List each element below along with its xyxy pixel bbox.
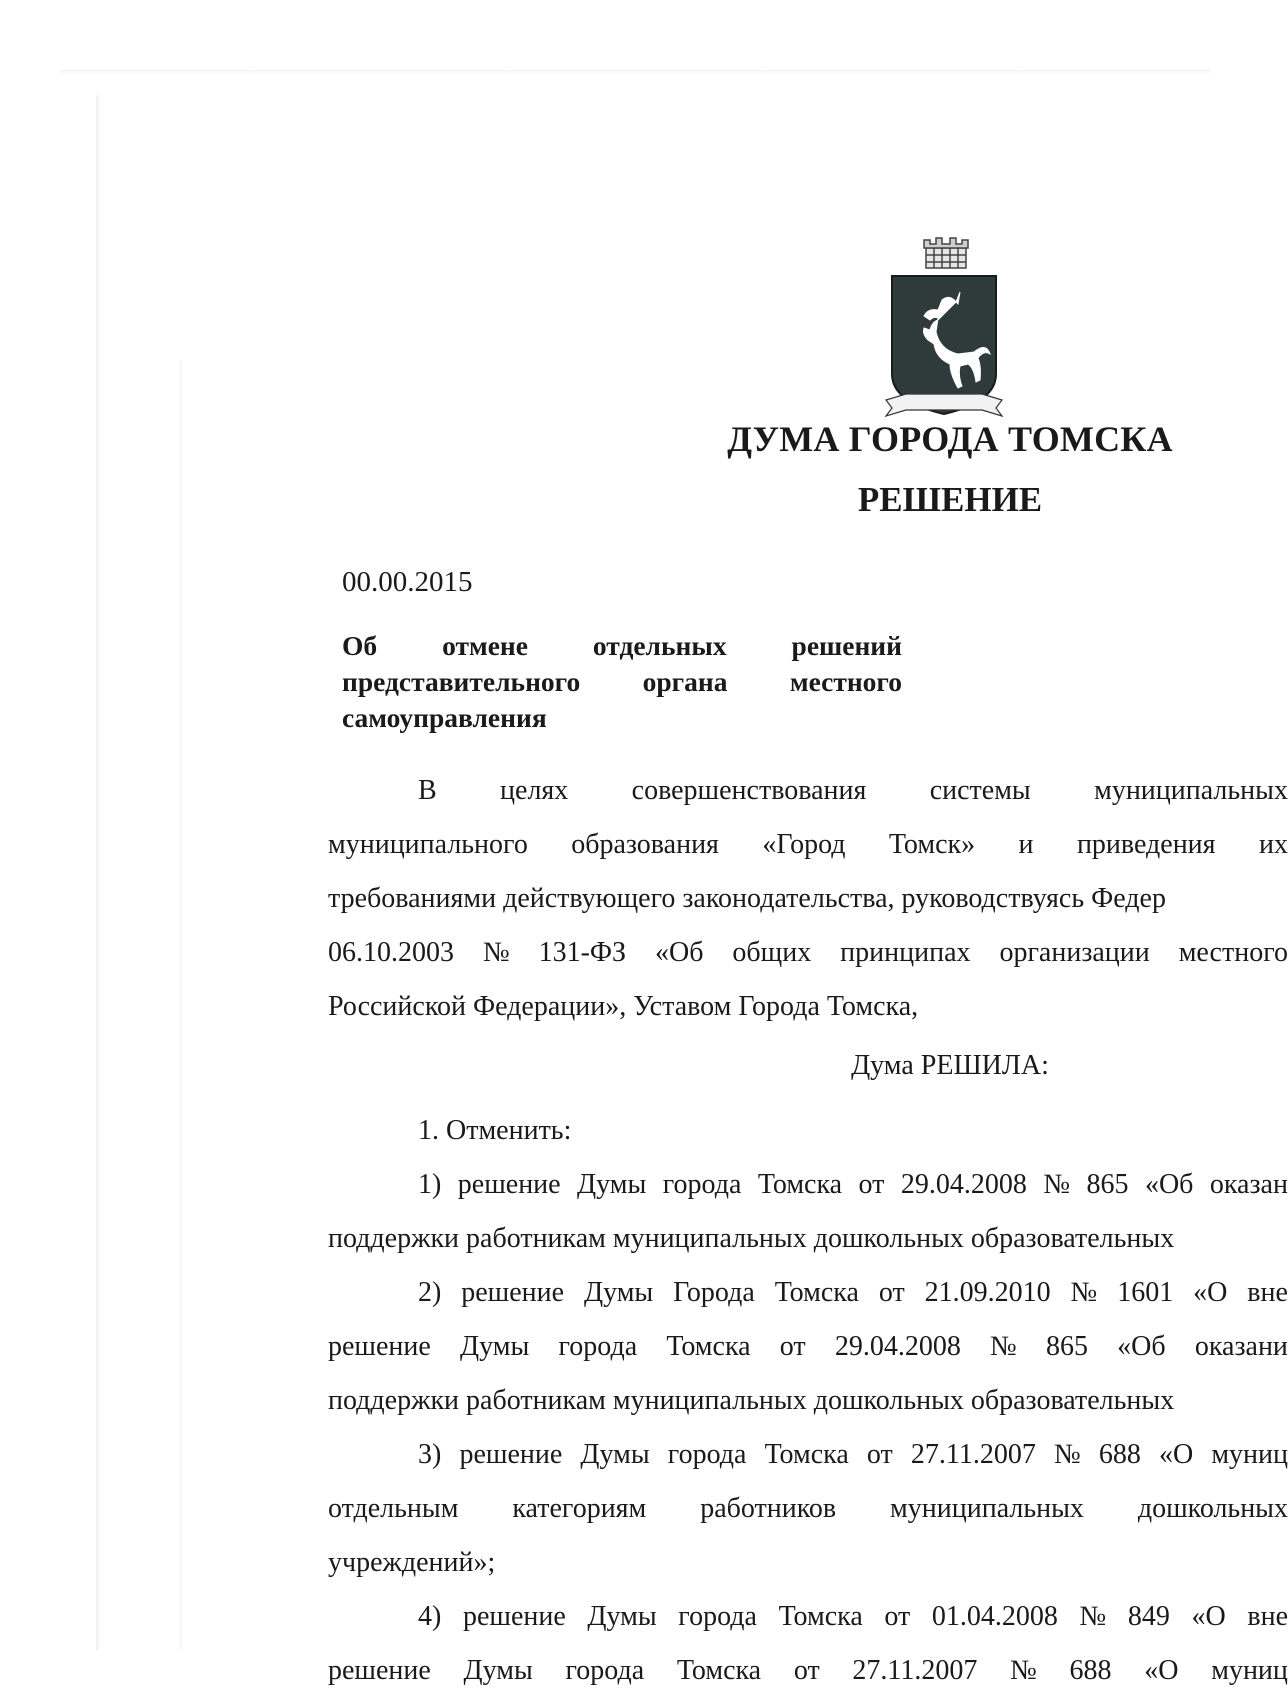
text-word: совершенствования (631, 775, 867, 806)
text-word: оказани (1194, 1331, 1288, 1362)
text-word: 849 (1127, 1601, 1170, 1632)
list-item-line (328, 1212, 1288, 1266)
text-word: дошкольных (1137, 1493, 1288, 1524)
text-word: № (1054, 1439, 1081, 1470)
preamble-line (328, 818, 1288, 872)
text-word: вне (1247, 1277, 1288, 1308)
text-word: № (1043, 1169, 1071, 1200)
text-word: решение (461, 1277, 565, 1308)
text-word: Думы (577, 1169, 647, 1200)
subject-word: решений (791, 630, 902, 661)
text-word: решение (328, 1655, 431, 1686)
text-word: № (1070, 1277, 1098, 1308)
subject-word: отмене (442, 630, 528, 661)
list-item-line (328, 1536, 1288, 1590)
list-item-line (328, 1158, 1288, 1212)
text-word: их (1258, 829, 1288, 860)
text-word: № (1010, 1655, 1037, 1686)
text-word: муниципального (328, 829, 528, 860)
text-word: Думы (463, 1655, 533, 1686)
coat-of-arms-icon (884, 224, 1004, 424)
text-word: 4) (418, 1601, 442, 1632)
text-word: 21.09.2010 (924, 1277, 1051, 1308)
text-word: Думы (580, 1439, 650, 1470)
text-word: «Об (1144, 1169, 1194, 1200)
text-word: требованиями действующего законодательства, руководствуясь Федер (328, 883, 1166, 914)
text-word: Думы (583, 1277, 654, 1308)
text-word: решение (459, 1439, 563, 1470)
list-heading: 1. Отменить: (418, 1115, 572, 1146)
text-word: муниц (1211, 1439, 1288, 1470)
text-word: приведения (1076, 829, 1216, 860)
preamble-line (328, 872, 1288, 926)
text-word: города (565, 1655, 645, 1686)
text-word: от (779, 1331, 806, 1362)
text-word: отдельным (328, 1493, 459, 1524)
text-word: и (1018, 829, 1034, 860)
text-word: 27.11.2007 (852, 1655, 978, 1686)
text-word: от (884, 1601, 911, 1632)
text-word: 29.04.2008 (900, 1169, 1027, 1200)
text-word: 1601 (1117, 1277, 1174, 1308)
list-item-line (328, 1590, 1288, 1644)
text-word: решение (462, 1601, 566, 1632)
document-date: 00.00.2015 (342, 566, 473, 598)
text-word: Томска (666, 1331, 751, 1362)
subject-word: представительного (342, 666, 581, 697)
list-item-line (328, 1320, 1288, 1374)
text-word: решение (457, 1169, 561, 1200)
text-word: Томска (774, 1277, 859, 1308)
text-word: Томска (778, 1601, 863, 1632)
text-word: муниципальных (890, 1493, 1084, 1524)
text-word: организации (999, 937, 1150, 968)
text-word: поддержки работникам муниципальных дошкольных образовательных (328, 1223, 1175, 1254)
text-word: «Об (1117, 1331, 1166, 1362)
text-word: системы (929, 775, 1031, 806)
text-word: «О (1158, 1439, 1194, 1470)
text-word: от (866, 1439, 893, 1470)
text-word: общих (732, 937, 812, 968)
text-word: № (990, 1331, 1017, 1362)
text-word: № (482, 937, 510, 968)
text-word: 2) (418, 1277, 442, 1308)
text-word: Российской Федерации», Уставом Города Томска, (328, 991, 919, 1022)
text-word: «О (1191, 1601, 1226, 1632)
text-word: от (858, 1169, 885, 1200)
text-word: от (793, 1655, 820, 1686)
list-item-line (328, 1266, 1288, 1320)
list-item-line (328, 1644, 1288, 1698)
subject-word: Об (342, 630, 378, 661)
text-word: города (678, 1601, 757, 1632)
text-word: 688 (1098, 1439, 1141, 1470)
resolved-heading: Дума РЕШИЛА: (851, 1050, 1049, 1081)
text-word: местного (1178, 937, 1288, 968)
text-word: Думы (587, 1601, 657, 1632)
text-word: 3) (418, 1439, 442, 1470)
text-word: работников (700, 1493, 837, 1524)
text-word: Думы (460, 1331, 530, 1362)
text-word: «Об (655, 937, 704, 968)
preamble-line (328, 980, 1288, 1034)
preamble-line (328, 926, 1288, 980)
text-word: вне (1247, 1601, 1288, 1632)
text-word: муниц (1211, 1655, 1288, 1686)
document-type: РЕШЕНИЕ (857, 480, 1043, 519)
subject-line (342, 700, 902, 736)
organization-title: ДУМА ГОРОДА ТОМСКА (727, 419, 1173, 459)
preamble-line (328, 764, 1288, 818)
text-word: Томск» (888, 829, 976, 860)
text-word: 865 (1045, 1331, 1088, 1362)
text-word: «О (1193, 1277, 1228, 1308)
text-word: 131-ФЗ (538, 937, 627, 968)
list-item-line (328, 1374, 1288, 1428)
text-word: № (1079, 1601, 1107, 1632)
text-word: города (662, 1169, 742, 1200)
list-item-line (328, 1428, 1288, 1482)
text-word: категориям (512, 1493, 647, 1524)
text-word: образования (571, 829, 719, 860)
text-word: «О (1144, 1655, 1179, 1686)
text-word: муниципальных (1094, 775, 1288, 806)
text-word: города (667, 1439, 747, 1470)
text-word: Города (673, 1277, 755, 1308)
text-word: 29.04.2008 (834, 1331, 961, 1362)
list-item-line (328, 1482, 1288, 1536)
text-word: принципах (840, 937, 971, 968)
subject-line (342, 628, 902, 664)
text-word: от (878, 1277, 905, 1308)
text-word: решение (328, 1331, 431, 1362)
subject-word: отдельных (592, 630, 727, 661)
text-word: города (558, 1331, 638, 1362)
scan-shadow-left (96, 95, 99, 1650)
text-word: оказан (1209, 1169, 1288, 1200)
text-word: «Город (762, 829, 846, 860)
text-word: 1) (418, 1169, 442, 1200)
text-word: целях (500, 775, 569, 806)
text-word: В (418, 775, 437, 806)
scan-shadow-left-inner (180, 360, 182, 1650)
text-word: поддержки работникам муниципальных дошкольных образовательных (328, 1385, 1175, 1416)
text-word: 688 (1069, 1655, 1112, 1686)
subject-word: органа (642, 666, 728, 697)
subject-word: самоуправления (342, 702, 547, 733)
text-word: Томска (676, 1655, 762, 1686)
text-word: Томска (757, 1169, 843, 1200)
text-word: Томска (764, 1439, 849, 1470)
subject-word: местного (789, 666, 902, 697)
text-word: 06.10.2003 (328, 937, 454, 968)
subject-line (342, 664, 902, 700)
scan-shadow-top (60, 70, 1210, 74)
text-word: 01.04.2008 (931, 1601, 1058, 1632)
document-subject (342, 628, 902, 736)
text-word: 27.11.2007 (910, 1439, 1036, 1470)
text-word: 865 (1086, 1169, 1129, 1200)
text-word: учреждений»; (328, 1547, 496, 1578)
resolution-items (328, 1104, 1288, 1698)
preamble (328, 764, 1288, 1034)
